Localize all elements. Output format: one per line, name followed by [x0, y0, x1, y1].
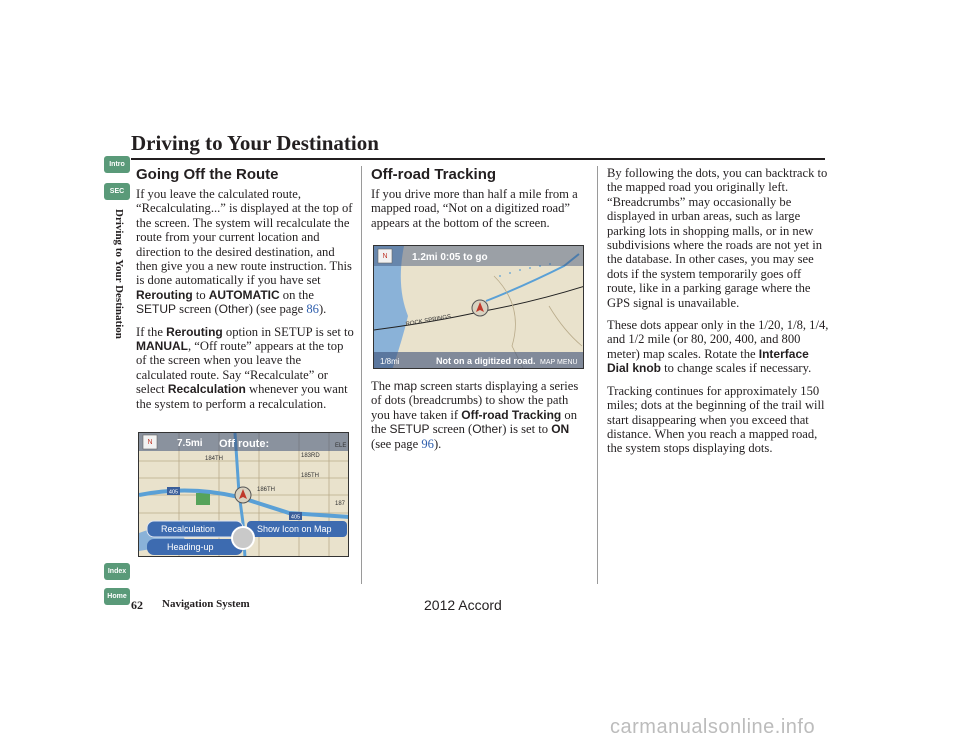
intro-tab[interactable]: Intro: [104, 156, 130, 173]
paragraph: [607, 318, 829, 376]
index-tab[interactable]: Index: [104, 563, 130, 580]
rerouting-term: Rerouting: [166, 324, 223, 339]
off-route-map-screenshot: [138, 432, 349, 557]
home-tab[interactable]: Home: [104, 588, 130, 605]
paragraph: If you drive more than half a mile from a mapped road, “Not on a digitized road” appears at the bottom of the screen.: [371, 187, 578, 230]
on-term: ON: [551, 422, 570, 437]
footer-label: Navigation System: [162, 598, 250, 610]
map-park: [196, 493, 210, 505]
going-off-route-text: [136, 187, 354, 419]
text-run: option in SETUP is set to: [222, 324, 354, 339]
compass-icon: N: [147, 439, 153, 446]
paragraph: Tracking continues for approximately 150 miles; dots at the beginning of the trail will start disappearing when you exceed that distance. When you reach a mapped road, the system stops displaying dots.: [607, 383, 825, 456]
map-scale: 7.5mi: [177, 438, 203, 449]
off-road-map-screenshot: [373, 245, 584, 369]
rerouting-term: Rerouting: [136, 287, 193, 302]
manual-term: MANUAL: [136, 339, 188, 354]
other-term: Other: [472, 422, 503, 437]
recalculation-term: Recalculation: [167, 382, 246, 397]
going-off-route-heading: Going Off the Route: [136, 166, 279, 183]
text-run: If you leave the calculated route, “Recalculating...” is displayed at the top of the screen. The system will recalculate the route from your current location and direction to the desired destination, and then give you a new route instruction. This is done automatically if you have set: [136, 187, 353, 288]
column-divider: [597, 166, 598, 584]
recalculation-label: Recalculation: [161, 524, 216, 534]
text-run: on the: [371, 407, 577, 437]
setup-term: SETUP: [136, 302, 177, 317]
street-label: ELE: [335, 443, 347, 449]
title-rule: [131, 158, 825, 160]
paragraph: By following the dots, you can backtrack to the mapped road you originally left. “Breadcrumbs” may occasionally be displayed in urban areas, such as large parking lots in shopping malls, or in new subdivisions where the roads are not yet in the database. In other cases, you may see dots if the system temporarily goes off route, like in a parking garage where the GPS signal is unavailable.: [607, 166, 828, 310]
text-run: (see page: [371, 436, 422, 451]
road-label: ROCK SPRINGS: [405, 314, 452, 328]
column-divider: [361, 166, 362, 584]
street-label: 183RD: [301, 453, 320, 459]
distance-time-readout: 1.2mi 0:05 to go: [412, 252, 488, 263]
text-run: screen (: [429, 422, 473, 437]
automatic-term: AUTOMATIC: [208, 287, 280, 302]
shield-label: 405: [290, 514, 301, 521]
off-road-tracking-term: Off-road Tracking: [461, 407, 562, 422]
text-run: , “Off route” appears at the top of the screen when you leave the calculated route. Say “Recalculate” or select: [136, 339, 344, 397]
off-route-map-graphic: [139, 433, 349, 557]
text-run: ) (see page: [248, 302, 307, 317]
off-road-tracking-heading: Off-road Tracking: [371, 166, 497, 183]
map-menu-button[interactable]: MAP MENU: [540, 359, 578, 366]
page-title: Driving to Your Destination: [131, 131, 379, 155]
not-digitized-status: Not on a digitized road.: [436, 356, 536, 366]
text-run: whenever you want the system to perform a recalculation.: [136, 382, 348, 411]
breadcrumb-details-text: [607, 166, 829, 464]
text-run: The: [371, 379, 394, 393]
off-road-intro-text: [371, 187, 589, 238]
dial-knob-icon: [232, 527, 254, 549]
breadcrumb-intro-text: [371, 379, 589, 459]
paragraph: [371, 379, 589, 451]
compass-icon: N: [382, 253, 388, 260]
text-run: on the: [279, 287, 314, 302]
off-route-banner: Off route:: [219, 438, 270, 450]
text-run: These dots appear only in the 1/20, 1/8, 1/4, and 1/2 mile (or 80, 200, 400, and 800 meter) map scales. Rotate the: [607, 318, 829, 361]
text-run: ) is set to: [502, 422, 552, 437]
watermark: carmanualsonline.info: [610, 716, 816, 738]
section-tab[interactable]: SEC: [104, 183, 130, 200]
page-link[interactable]: 96: [421, 436, 434, 451]
other-term: Other: [218, 302, 249, 317]
text-run: ).: [433, 436, 442, 451]
heading-up-label: Heading-up: [167, 542, 214, 552]
paragraph: [136, 187, 354, 317]
setup-term: SETUP: [389, 422, 430, 437]
text-run: to: [192, 287, 209, 302]
street-label: 184TH: [205, 456, 224, 462]
street-label: 186TH: [257, 487, 276, 493]
street-label: 185TH: [301, 473, 320, 479]
text-run: to change scales if necessary.: [661, 361, 812, 376]
map-scale: 1/8mi: [380, 357, 400, 366]
off-road-map-graphic: [374, 246, 584, 369]
map-term: map: [393, 379, 418, 393]
footer-model: 2012 Accord: [424, 597, 502, 613]
text-run: screen starts displaying a series of dots (breadcrumbs) to show the path you have taken if: [371, 379, 579, 422]
text-run: ).: [318, 302, 327, 317]
paragraph: [136, 325, 354, 411]
street-label: 187: [335, 501, 346, 507]
text-run: If the: [136, 324, 167, 339]
shield-label: 405: [168, 489, 179, 496]
text-run: screen (: [176, 302, 219, 317]
page-link[interactable]: 86: [306, 302, 319, 317]
page-number: 62: [131, 598, 143, 612]
interface-dial-term: Interface Dial knob: [607, 346, 809, 376]
show-icon-label: Show Icon on Map: [257, 524, 332, 534]
section-side-label: Driving to Your Destination: [113, 209, 125, 339]
